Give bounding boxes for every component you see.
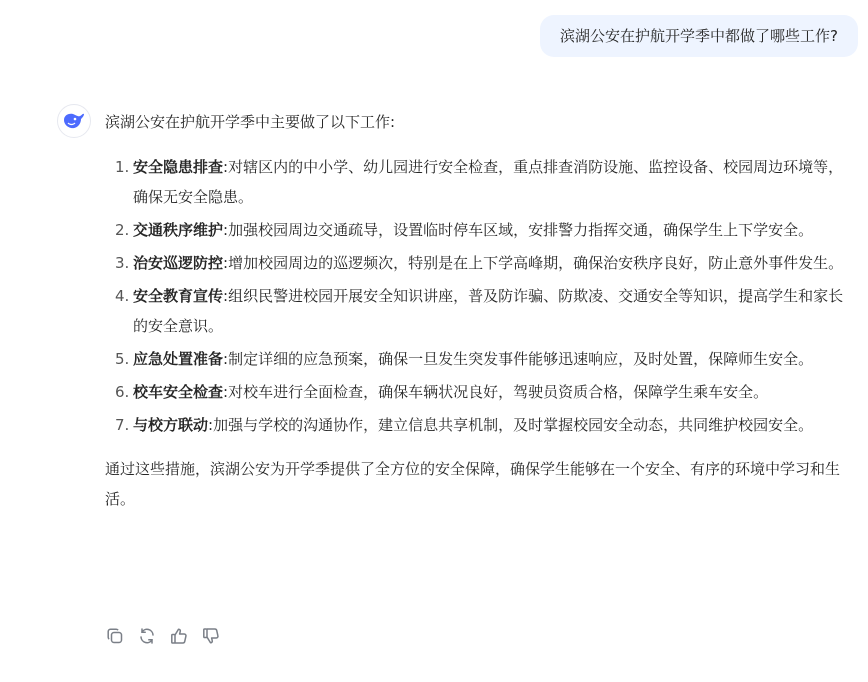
thumbs-up-icon <box>170 627 188 645</box>
item-term: 安全教育宣传 <box>133 287 224 305</box>
item-description: 对校车进行全面检查，确保车辆状况良好，驾驶员资质合格，保障学生乘车安全。 <box>228 383 769 401</box>
assistant-answer <box>105 108 860 514</box>
list-item <box>115 248 860 278</box>
list-number: 3. <box>115 254 130 272</box>
dislike-button[interactable] <box>200 625 222 647</box>
copy-button[interactable] <box>104 625 126 647</box>
item-term: 交通秩序维护 <box>133 221 224 239</box>
item-description: 加强与学校的沟通协作，建立信息共享机制，及时掌握校园安全动态，共同维护校园安全。 <box>213 416 814 434</box>
list-number: 2. <box>115 221 130 239</box>
item-term: 校车安全检查 <box>133 383 224 401</box>
list-item <box>115 410 860 440</box>
list-number: 7. <box>115 416 130 434</box>
item-separator: : <box>223 383 229 401</box>
regenerate-icon <box>138 627 156 645</box>
answer-intro: 滨湖公安在护航开学季中主要做了以下工作: <box>105 113 396 131</box>
item-separator: : <box>208 416 214 434</box>
item-term: 安全隐患排查 <box>133 158 224 176</box>
list-number: 5. <box>115 350 130 368</box>
answer-summary: 通过这些措施，滨湖公安为开学季提供了全方位的安全保障，确保学生能够在一个安全、有序的环境中学习和生活。 <box>105 460 841 508</box>
whale-logo-icon <box>63 112 85 130</box>
item-term: 治安巡逻防控 <box>133 254 224 272</box>
item-description: 增加校园周边的巡逻频次，特别是在上下学高峰期，确保治安秩序良好，防止意外事件发生。 <box>228 254 844 272</box>
list-item <box>115 215 860 245</box>
item-term: 与校方联动 <box>133 416 209 434</box>
copy-icon <box>106 627 124 645</box>
item-description: 对辖区内的中小学、幼儿园进行安全检查，重点排查消防设施、监控设备、校园周边环境等，确保无安全隐患。 <box>133 158 844 206</box>
like-button[interactable] <box>168 625 190 647</box>
item-separator: : <box>223 254 229 272</box>
list-item <box>115 281 860 341</box>
list-item <box>115 344 860 374</box>
item-separator: : <box>223 221 229 239</box>
item-description: 组织民警进校园开展安全知识讲座，普及防诈骗、防欺凌、交通安全等知识，提高学生和家长的安全意识。 <box>133 287 844 335</box>
list-item <box>115 377 860 407</box>
list-number: 4. <box>115 287 130 305</box>
item-term: 应急处置准备 <box>133 350 224 368</box>
assistant-avatar <box>57 104 91 138</box>
message-actions <box>104 625 222 647</box>
steps-list <box>105 152 860 440</box>
item-separator: : <box>223 350 229 368</box>
list-item <box>115 152 860 212</box>
item-description: 制定详细的应急预案，确保一旦发生突发事件能够迅速响应，及时处置，保障师生安全。 <box>228 350 814 368</box>
item-description: 加强校园周边交通疏导，设置临时停车区域，安排警力指挥交通，确保学生上下学安全。 <box>228 221 814 239</box>
regenerate-button[interactable] <box>136 625 158 647</box>
item-separator: : <box>223 158 229 176</box>
user-message-bubble <box>540 15 858 57</box>
list-number: 6. <box>115 383 130 401</box>
item-separator: : <box>223 287 229 305</box>
list-number: 1. <box>115 158 130 176</box>
user-message-text: 滨湖公安在护航开学季中都做了哪些工作? <box>560 27 838 45</box>
thumbs-down-icon <box>202 627 220 645</box>
